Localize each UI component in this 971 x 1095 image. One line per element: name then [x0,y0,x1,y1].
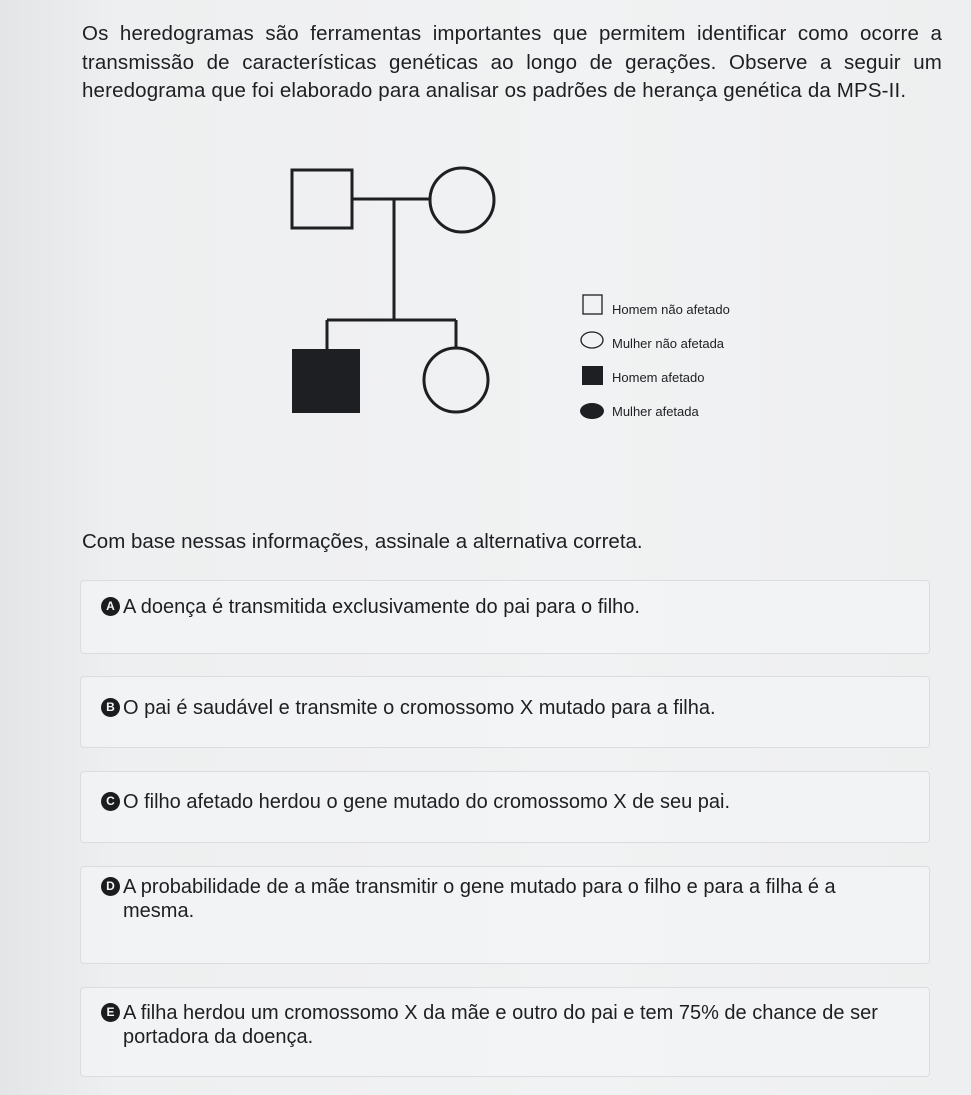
option-e[interactable] [80,987,930,1077]
option-text: A doença é transmitida exclusivamente do pai para o filho. [123,596,640,618]
option-c[interactable] [80,771,930,843]
filled-square-icon [578,358,608,392]
option-text: A filha herdou um cromossomo X da mãe e outro do pai e tem 75% de chance de ser portadora da doença. [123,1002,878,1048]
option-a[interactable] [80,580,930,654]
option-letter-badge: D [101,877,120,896]
son-affected-male [292,349,360,413]
option-letter-badge: C [101,792,120,811]
daughter-unaffected-female [424,348,488,412]
option-text: O pai é saudável e transmite o cromossomo X mutado para a filha. [123,697,716,719]
option-letter-badge: B [101,698,120,717]
question-prompt: Com base nessas informações, assinale a alternativa correta. [82,530,643,553]
father-unaffected-male [292,170,352,228]
option-letter-badge: E [101,1003,120,1022]
filled-circle-icon [578,392,608,426]
intro-paragraph: Os heredogramas são ferramentas importantes que permitem identificar como ocorre a transmissão de características genéticas ao longo de gerações. Observe a seguir um heredograma que foi elaborado para analisar os padrões de herança genética da MPS-II. [82,22,942,102]
option-text: O filho afetado herdou o gene mutado do cromossomo X de seu pai. [123,791,731,813]
option-b[interactable] [80,676,930,748]
square-outline-icon [578,290,608,324]
option-letter-badge: A [101,597,120,616]
pedigree-chart [280,158,510,428]
option-d[interactable] [80,866,930,964]
mother-unaffected-female [430,168,494,232]
circle-outline-icon [578,324,608,358]
option-text: A probabilidade de a mãe transmitir o gene mutado para o filho e para a filha é a mesma. [123,876,836,922]
